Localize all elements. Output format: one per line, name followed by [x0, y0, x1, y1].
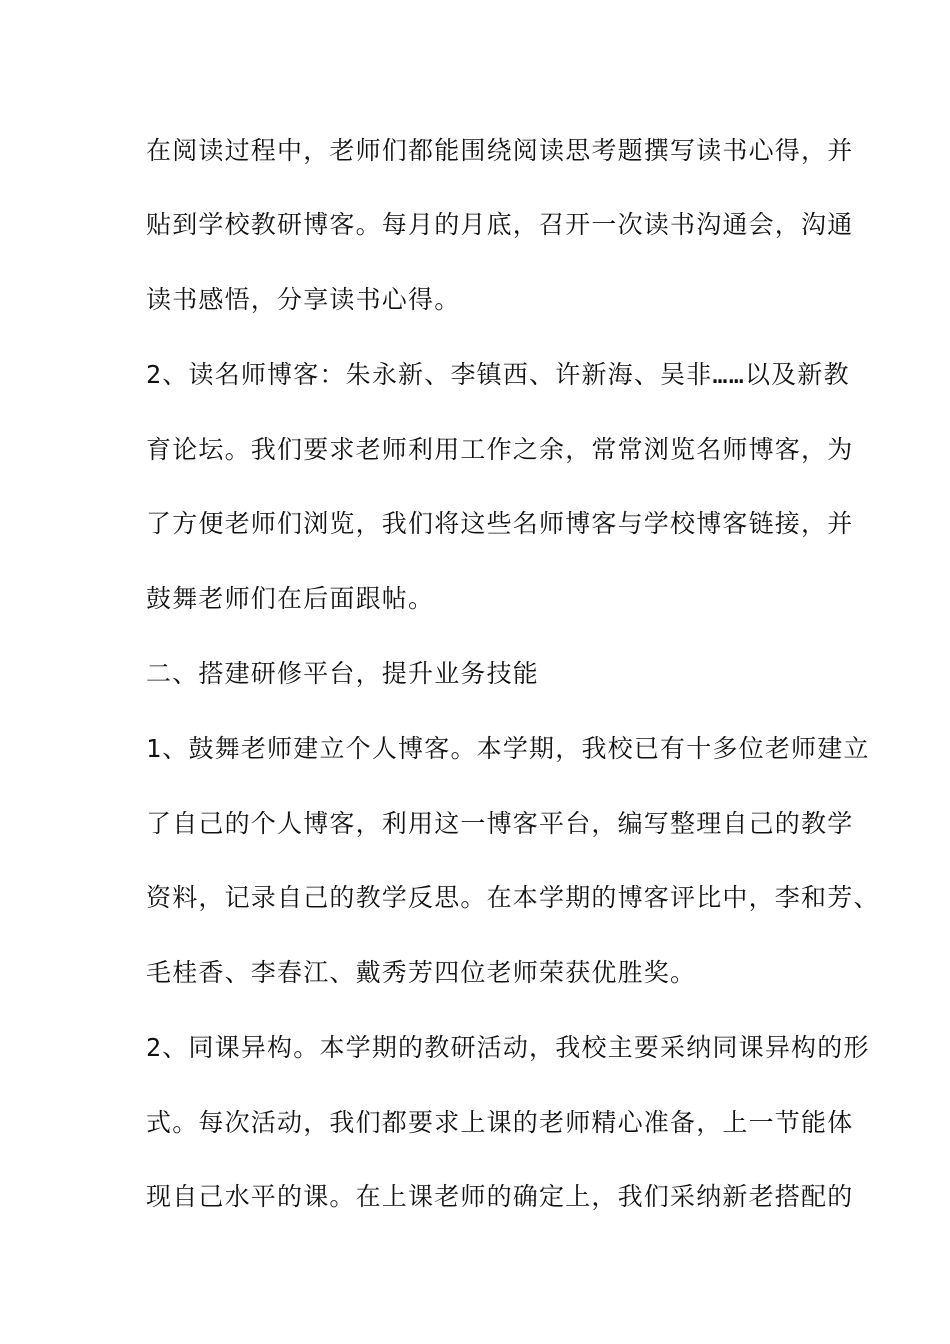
text-line: 在阅读过程中，老师们都能围绕阅读思考题撰写读书心得，并: [146, 136, 854, 165]
text-line: 贴到学校教研博客。每月的月底，召开一次读书沟通会，沟通: [146, 210, 854, 239]
text-line: 鼓舞老师们在后面跟帖。: [146, 584, 435, 613]
text-line: 2、同课异构。本学期的教研活动，我校主要采纳同课异构的形: [146, 1033, 870, 1062]
section-heading: 二、搭建研修平台，提升业务技能: [146, 659, 540, 688]
text-line: 了方便老师们浏览，我们将这些名师博客与学校博客链接，并: [146, 509, 854, 538]
text-line: 2、读名师博客：朱永新、李镇西、许新海、吴非……以及新教: [146, 360, 850, 389]
text-line: 式。每次活动，我们都要求上课的老师精心准备，上一节能体: [146, 1108, 854, 1137]
text-line: 育论坛。我们要求老师利用工作之余，常常浏览名师博客，为: [146, 435, 854, 464]
text-line: 了自己的个人博客，利用这一博客平台，编写整理自己的教学: [146, 809, 854, 838]
text-line: 毛桂香、李春江、戴秀芳四位老师荣获优胜奖。: [146, 958, 697, 987]
text-line: 1、鼓舞老师建立个人博客。本学期，我校已有十多位老师建立: [146, 734, 870, 763]
text-line: 现自己水平的课。在上课老师的确定上，我们采纳新老搭配的: [146, 1182, 854, 1211]
text-line: 读书感悟，分享读书心得。: [146, 285, 461, 314]
text-line: 资料，记录自己的教学反思。在本学期的博客评比中，李和芳、: [146, 883, 880, 912]
